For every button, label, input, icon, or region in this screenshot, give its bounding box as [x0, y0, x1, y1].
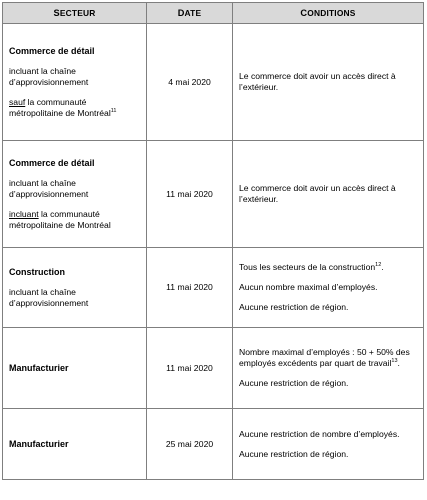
sector-detail: sauf la communauté métropolitaine de Montréal$^{11}$ — [9, 96, 117, 118]
condition-text: Le commerce doit avoir un accès direct à l’extérieur. — [239, 71, 396, 92]
date-cell: 11 mai 2020 — [147, 328, 233, 409]
sector-title: Manufacturier — [9, 362, 69, 373]
condition-text: Aucune restriction de région. — [239, 378, 349, 388]
conditions-cell — [233, 24, 424, 141]
date-cell: 11 mai 2020 — [147, 141, 233, 248]
table-header-row — [3, 3, 424, 24]
table-row — [3, 141, 424, 248]
table-row — [3, 409, 424, 480]
conditions-cell — [233, 328, 424, 409]
table-row — [3, 24, 424, 141]
sector-title: Construction — [9, 266, 65, 277]
conditions-cell — [233, 409, 424, 480]
condition-text: Aucune restriction de nombre d’employés. — [239, 428, 400, 439]
condition-text: Tous les secteurs de la construction$^{12}$. — [239, 262, 384, 272]
condition-text: Nombre maximal d’employés : 50 + 50% des employés excédents par quart de travail$^{13}$. — [239, 347, 410, 368]
date-cell: 4 mai 2020 — [147, 24, 233, 141]
deconfinement-schedule-table — [2, 2, 424, 480]
sector-cell — [3, 409, 147, 480]
sector-emphasis: incluant — [9, 208, 39, 219]
conditions-cell — [233, 141, 424, 248]
sector-detail: incluant la chaîne d’approvisionnement — [9, 177, 89, 199]
header-conditions: CONDITIONS — [233, 3, 424, 24]
sector-cell — [3, 24, 147, 141]
date-cell: 25 mai 2020 — [147, 409, 233, 480]
sector-cell — [3, 328, 147, 409]
footnote-ref: 12 — [375, 262, 382, 268]
sector-detail: incluant la communauté métropolitaine de Montréal — [9, 208, 111, 230]
sector-cell — [3, 141, 147, 248]
header-sector: SECTEUR — [3, 3, 147, 24]
sector-detail: incluant la chaîne d’approvisionnement — [9, 65, 89, 87]
sector-cell — [3, 248, 147, 328]
table-row — [3, 328, 424, 409]
condition-text: Aucun nombre maximal d’employés. — [239, 282, 378, 292]
condition-text: Aucune restriction de région. — [239, 448, 349, 459]
sector-emphasis: sauf — [9, 96, 26, 107]
footnote-ref: 13 — [391, 358, 398, 364]
table-row — [3, 248, 424, 328]
footnote-ref: 11 — [110, 107, 117, 114]
header-date: DATE — [147, 3, 233, 24]
condition-text: Aucune restriction de région. — [239, 302, 349, 312]
sector-title: Commerce de détail — [9, 45, 95, 56]
sector-title: Commerce de détail — [9, 157, 95, 168]
date-cell: 11 mai 2020 — [147, 248, 233, 328]
sector-title: Manufacturier — [9, 438, 69, 449]
condition-text: Le commerce doit avoir un accès direct à l’extérieur. — [239, 183, 396, 204]
sector-detail: incluant la chaîne d’approvisionnement — [9, 286, 89, 308]
conditions-cell — [233, 248, 424, 328]
